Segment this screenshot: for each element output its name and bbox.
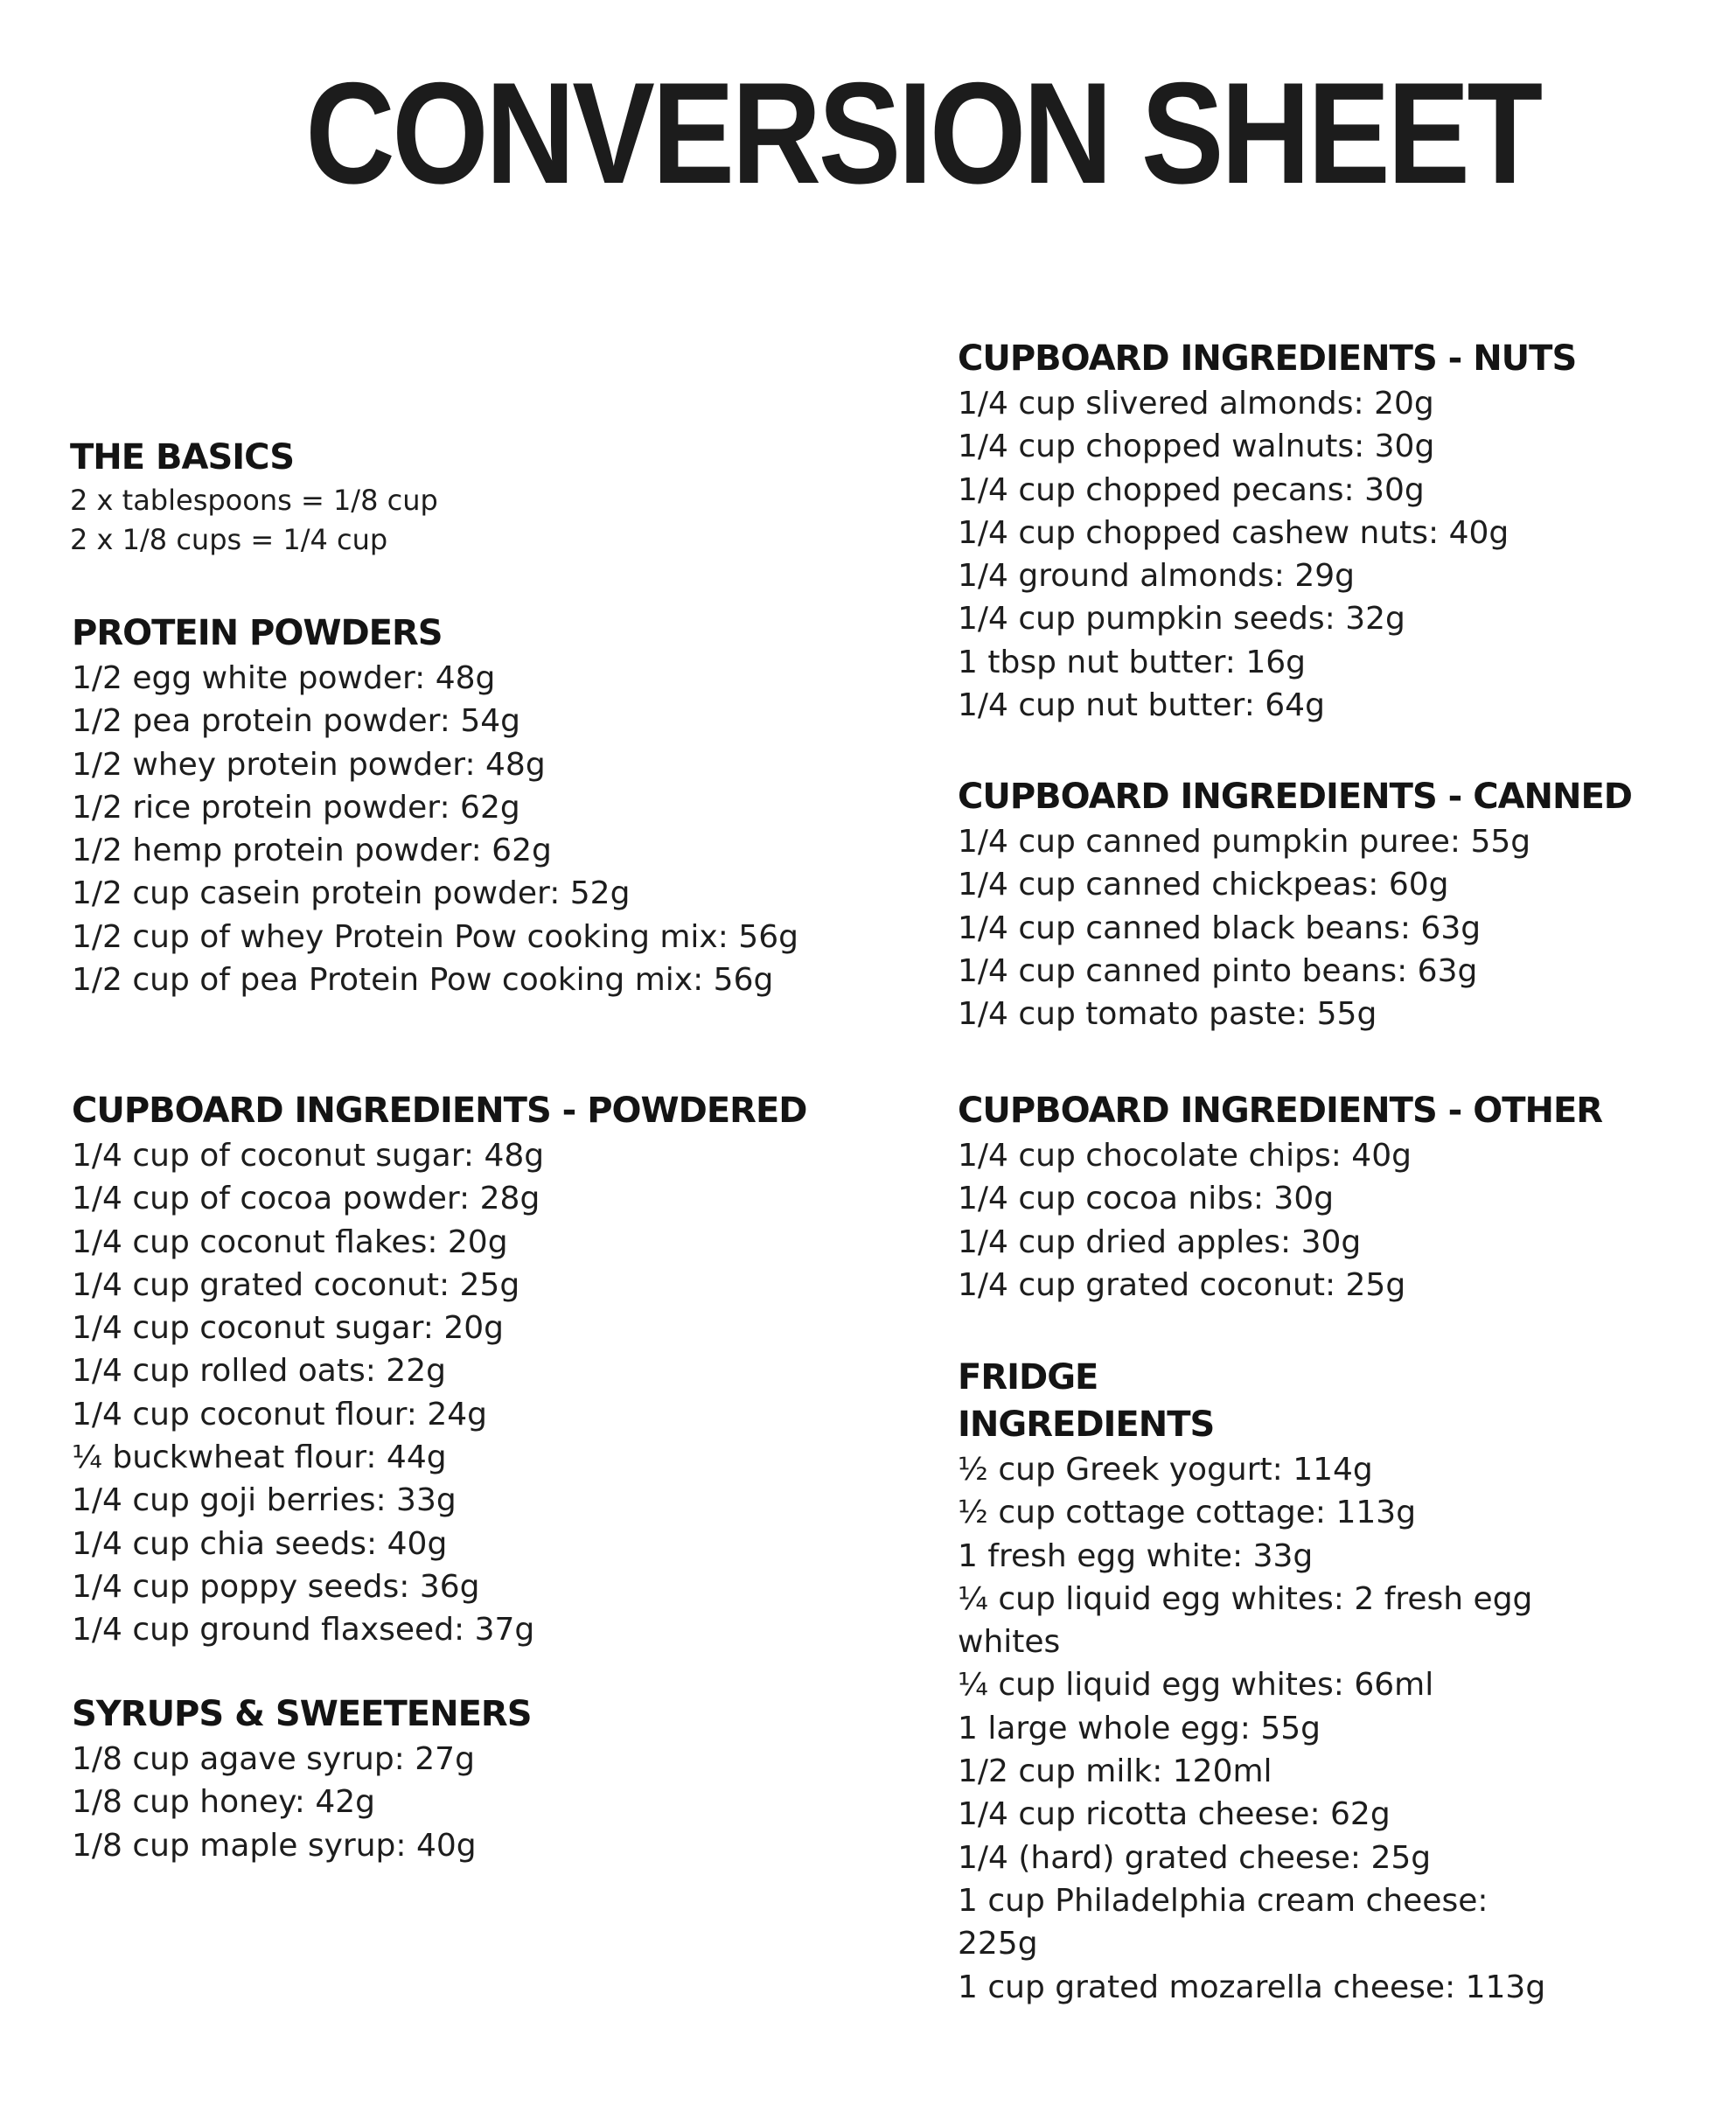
list-item: ½ cup cottage cottage: 113g — [958, 1495, 1417, 1531]
conversion-list — [958, 1448, 1552, 2009]
list-item: 1/4 (hard) grated cheese: 25g — [958, 1839, 1432, 1876]
list-item: 1/4 cup chocolate chips: 40g — [958, 1138, 1412, 1174]
list-item: 1 large whole egg: 55g — [958, 1710, 1321, 1746]
list-item: 1/4 cup goji berries: 33g — [72, 1482, 457, 1519]
list-item: 1/4 cup chia seeds: 40g — [72, 1525, 448, 1562]
list-item: ¼ cup liquid egg whites: 66ml — [958, 1667, 1434, 1704]
list-item: 1/4 ground almonds: 29g — [958, 558, 1356, 595]
section-heading: FRIDGE INGREDIENTS — [958, 1357, 1215, 1445]
list-item: 1/2 pea protein powder: 54g — [72, 703, 521, 740]
list-item: 1/4 cup chopped cashew nuts: 40g — [958, 514, 1509, 551]
conversion-list — [958, 820, 1727, 1035]
list-item: 1/4 cup canned pumpkin puree: 55g — [958, 824, 1531, 860]
list-item: 1/2 hemp protein powder: 62g — [72, 833, 552, 869]
list-item: 2 x tablespoons = 1/8 cup — [70, 484, 438, 517]
list-item: 1/2 cup casein protein powder: 52g — [72, 875, 631, 912]
list-item: 1/4 cup grated coconut: 25g — [72, 1266, 520, 1303]
section-heading: CUPBOARD INGREDIENTS - OTHER — [958, 1091, 1603, 1131]
list-item: 1/2 egg white powder: 48g — [72, 660, 496, 696]
conversion-list — [72, 1134, 911, 1652]
section-cupboard-canned — [958, 773, 1727, 1035]
list-item: 1/2 cup milk: 120ml — [958, 1753, 1272, 1790]
list-item: 2 x 1/8 cups = 1/4 cup — [70, 523, 388, 556]
section-heading: SYRUPS & SWEETENERS — [72, 1694, 532, 1734]
list-item: 1/8 cup honey: 42g — [72, 1784, 376, 1821]
conversion-list — [958, 1134, 1710, 1307]
list-item: 1/4 cup cocoa nibs: 30g — [958, 1181, 1335, 1217]
conversion-list — [958, 382, 1710, 727]
section-syrups-sweeteners — [72, 1690, 859, 1867]
list-item: 1/4 cup coconut sugar: 20g — [72, 1310, 504, 1347]
list-item: 1/4 cup rolled oats: 22g — [72, 1353, 446, 1390]
list-item: 1/4 cup ground flaxseed: 37g — [72, 1612, 535, 1649]
list-item: 1/4 cup chopped pecans: 30g — [958, 471, 1425, 508]
list-item: 1/2 cup of whey Protein Pow cooking mix: 56g — [72, 918, 798, 955]
section-heading: CUPBOARD INGREDIENTS - CANNED — [958, 777, 1632, 817]
list-item: ½ cup Greek yogurt: 114g — [958, 1452, 1373, 1488]
list-item: 1/4 cup coconut flakes: 20g — [72, 1223, 508, 1260]
list-item: 1/4 cup poppy seeds: 36g — [72, 1568, 480, 1605]
list-item: 1/4 cup coconut flour: 24g — [72, 1396, 488, 1432]
list-item: ¼ cup liquid egg whites: 2 fresh egg whites — [958, 1580, 1533, 1661]
list-item: 1/4 cup of cocoa powder: 28g — [72, 1181, 540, 1217]
list-item: 1/2 cup of pea Protein Pow cooking mix: 56g — [72, 962, 774, 999]
list-item: 1/4 cup tomato paste: 55g — [958, 996, 1377, 1033]
list-item: 1 cup Philadelphia cream cheese: 225g — [958, 1882, 1488, 1962]
list-item: 1 tbsp nut butter: 16g — [958, 644, 1307, 680]
section-protein-powders — [72, 610, 911, 1001]
list-item: 1 fresh egg white: 33g — [958, 1537, 1314, 1574]
section-fridge-ingredients — [958, 1354, 1552, 2009]
list-item: ¼ buckwheat flour: 44g — [72, 1439, 447, 1476]
section-cupboard-powdered — [72, 1087, 911, 1652]
list-item: 1/4 cup canned black beans: 63g — [958, 910, 1482, 946]
section-cupboard-nuts — [958, 335, 1710, 727]
list-item: 1/4 cup chopped walnuts: 30g — [958, 429, 1435, 465]
list-item: 1/8 cup agave syrup: 27g — [72, 1741, 475, 1777]
list-item: 1/4 cup pumpkin seeds: 32g — [958, 601, 1405, 638]
list-item: 1/4 cup canned chickpeas: 60g — [958, 867, 1449, 903]
section-cupboard-other — [958, 1087, 1710, 1307]
list-item: 1/4 cup dried apples: 30g — [958, 1223, 1362, 1260]
conversion-list — [72, 657, 911, 1001]
list-item: 1 cup grated mozarella cheese: 113g — [958, 1969, 1546, 2005]
list-item: 1/8 cup maple syrup: 40g — [72, 1827, 477, 1864]
section-heading: THE BASICS — [70, 437, 295, 477]
section-heading: PROTEIN POWDERS — [72, 613, 443, 653]
list-item: 1/4 cup grated coconut: 25g — [958, 1266, 1406, 1303]
list-item: 1/4 cup canned pinto beans: 63g — [958, 952, 1478, 989]
list-item: 1/4 cup slivered almonds: 20g — [958, 386, 1434, 422]
list-item: 1/4 cup of coconut sugar: 48g — [72, 1138, 545, 1174]
list-item: 1/4 cup nut butter: 64g — [958, 687, 1325, 724]
list-item: 1/4 cup ricotta cheese: 62g — [958, 1796, 1391, 1833]
section-basics — [70, 434, 857, 560]
page-title: CONVERSION SHEET — [305, 52, 1540, 213]
conversion-list — [72, 1738, 859, 1867]
section-heading: CUPBOARD INGREDIENTS - POWDERED — [72, 1091, 807, 1131]
list-item: 1/2 whey protein powder: 48g — [72, 746, 546, 783]
list-item: 1/2 rice protein powder: 62g — [72, 789, 520, 826]
conversion-list — [70, 481, 857, 560]
section-heading: CUPBOARD INGREDIENTS - NUTS — [958, 338, 1577, 379]
